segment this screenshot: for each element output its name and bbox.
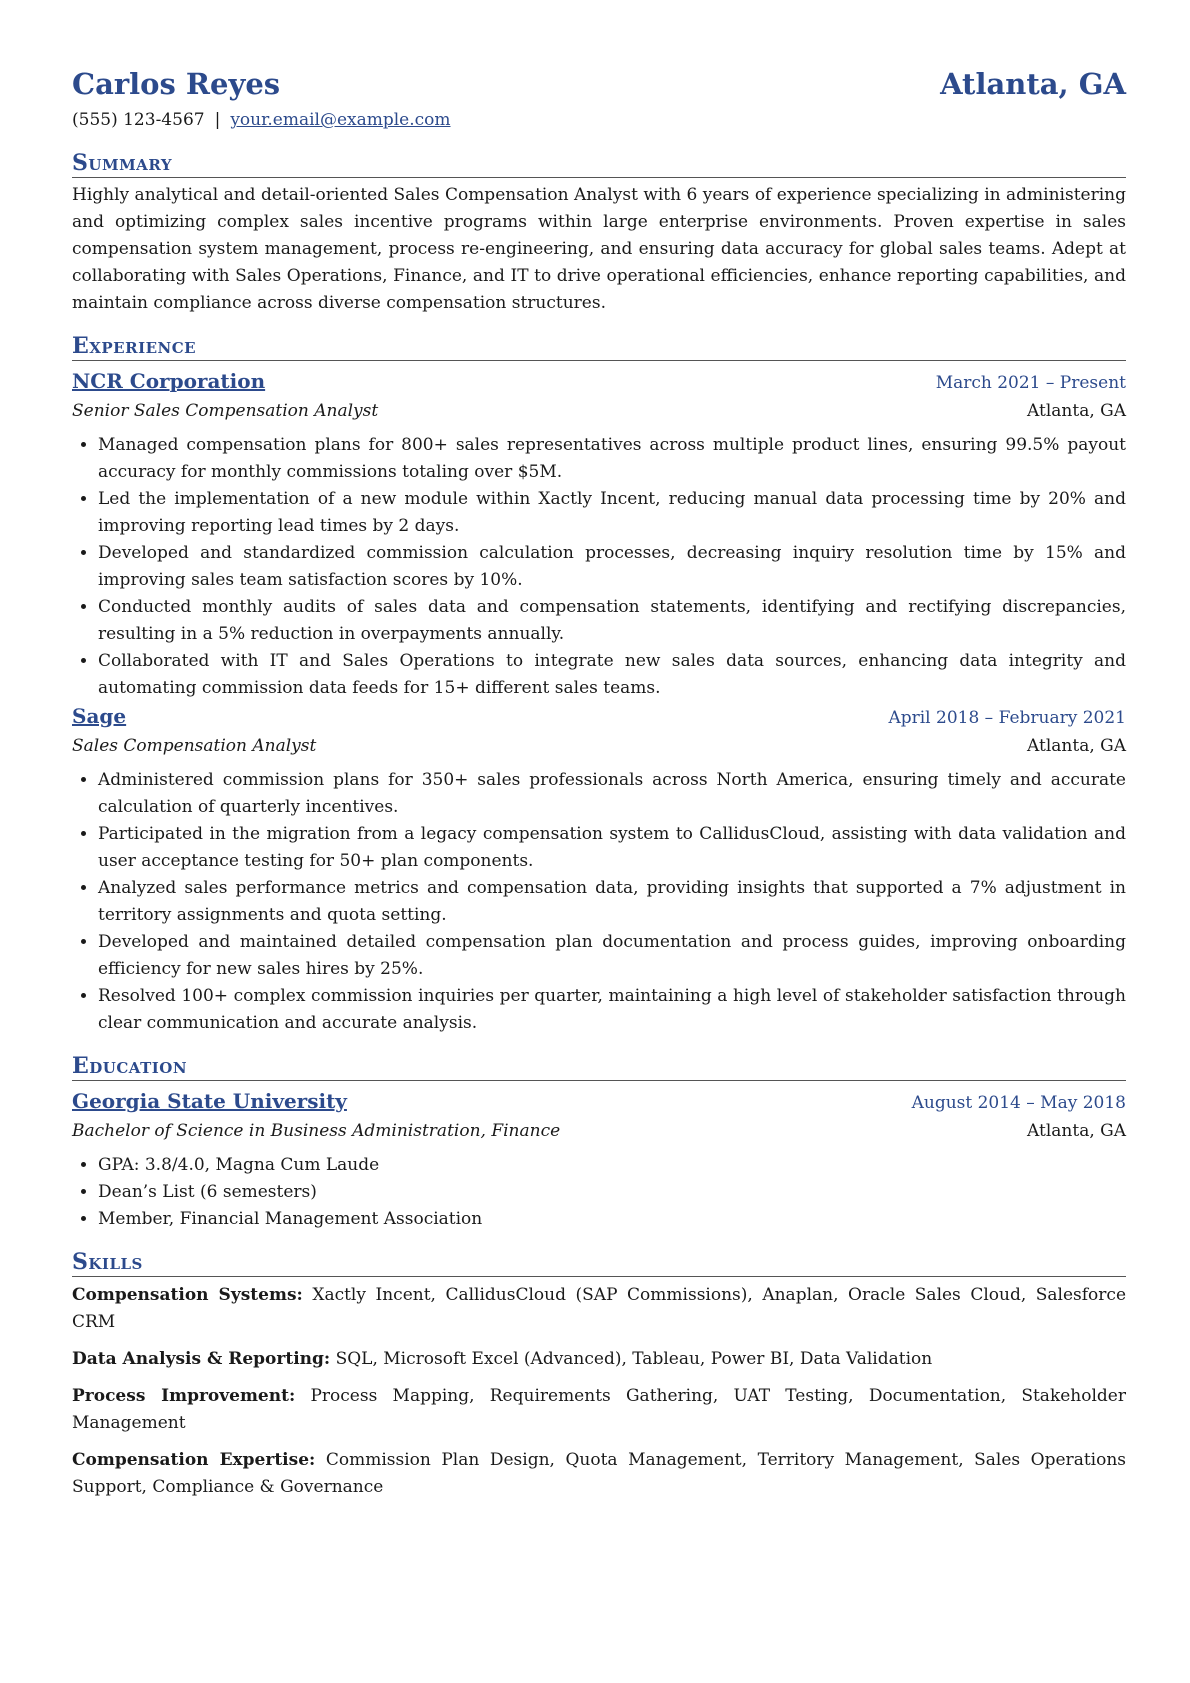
candidate-name: Carlos Reyes <box>72 67 281 101</box>
skill-line <box>72 1383 1126 1437</box>
degree: Bachelor of Science in Business Administration, Finance <box>72 1121 561 1141</box>
education-dates: August 2014 – May 2018 <box>911 1093 1126 1113</box>
bullet-item: • Developed and maintained detailed compensation plan documentation and process guides, improving onboarding efficiency for new sales hires by 25%. <box>98 929 1126 983</box>
job-title: Sales Compensation Analyst <box>72 736 317 756</box>
bullet-item: • Resolved 100+ complex commission inquiries per quarter, maintaining a high level of stakeholder satisfaction through clear communication and accurate analysis. <box>98 983 1126 1037</box>
skill-value: Process Mapping, Requirements Gathering, UAT Testing, Documentation, Stakeholder Management <box>72 1386 1126 1433</box>
contact-separator: | <box>214 110 221 130</box>
skill-line <box>72 1346 1126 1373</box>
skills-list <box>72 1282 1126 1501</box>
bullet-item: • Developed and standardized commission calculation processes, decreasing inquiry resolution time by 15% and improving sales team satisfaction scores by 10%. <box>98 540 1126 594</box>
bullet-item: • Led the implementation of a new module within Xactly Incent, reducing manual data processing time by 20% and improving reporting lead times by 2 days. <box>98 486 1126 540</box>
skills-heading: Skills <box>72 1249 1126 1277</box>
bullet-item: • Conducted monthly audits of sales data and compensation statements, identifying and rectifying discrepancies, resulting in a 5% reduction in overpayments annually. <box>98 594 1126 648</box>
summary-heading: Summary <box>72 150 1126 178</box>
bullet-item: • Dean’s List (6 semesters) <box>98 1179 1126 1206</box>
job-location: Atlanta, GA <box>1027 401 1126 421</box>
resume-header <box>72 64 1126 104</box>
skill-label: Process Improvement: <box>72 1386 296 1406</box>
skill-value: SQL, Microsoft Excel (Advanced), Tableau, Power BI, Data Validation <box>335 1349 933 1369</box>
bullet-item: • Managed compensation plans for 800+ sales representatives across multiple product lines, ensuring 99.5% payout accuracy for monthly commissions totaling over $5M. <box>98 432 1126 486</box>
bullet-item: • Administered commission plans for 350+ sales professionals across North America, ensuring timely and accurate calculation of quarterly incentives. <box>98 767 1126 821</box>
skill-label: Data Analysis & Reporting: <box>72 1349 331 1369</box>
job-dates: March 2021 – Present <box>935 373 1126 393</box>
skill-label: Compensation Systems: <box>72 1285 303 1305</box>
skill-value: Xactly Incent, CallidusCloud (SAP Commissions), Anaplan, Oracle Sales Cloud, Salesforce CRM <box>72 1285 1127 1332</box>
experience-heading: Experience <box>72 333 1126 361</box>
job-bullets <box>72 767 1126 1037</box>
skill-line <box>72 1282 1126 1336</box>
job-location: Atlanta, GA <box>1027 736 1126 756</box>
bullet-item: • Collaborated with IT and Sales Operations to integrate new sales data sources, enhancing data integrity and automating commission data feeds for 15+ different sales teams. <box>98 648 1126 702</box>
education-entry <box>72 1087 1126 1233</box>
education-bullets <box>72 1152 1126 1233</box>
school-link[interactable]: Georgia State University <box>72 1089 347 1113</box>
skill-label: Compensation Expertise: <box>72 1450 316 1470</box>
company-link[interactable]: NCR Corporation <box>72 369 266 393</box>
phone-number: (555) 123-4567 <box>72 110 205 130</box>
bullet-item: • Member, Financial Management Association <box>98 1206 1126 1233</box>
education-location: Atlanta, GA <box>1027 1121 1126 1141</box>
email-link[interactable]: your.email@example.com <box>230 110 451 130</box>
candidate-location: Atlanta, GA <box>940 67 1126 101</box>
bullet-item: • Participated in the migration from a legacy compensation system to CallidusCloud, assisting with data validation and user acceptance testing for 50+ plan components. <box>98 821 1126 875</box>
skill-value: Commission Plan Design, Quota Management, Territory Management, Sales Operations Support, Compliance & Governance <box>72 1450 1127 1497</box>
education-heading: Education <box>72 1053 1126 1081</box>
company-link[interactable]: Sage <box>72 704 127 728</box>
job-dates: April 2018 – February 2021 <box>888 708 1126 728</box>
job-entry <box>72 367 1126 702</box>
bullet-item: • GPA: 3.8/4.0, Magna Cum Laude <box>98 1152 1126 1179</box>
job-bullets <box>72 432 1126 702</box>
skill-line <box>72 1447 1126 1501</box>
bullet-item: • Analyzed sales performance metrics and compensation data, providing insights that supported a 7% adjustment in territory assignments and quota setting. <box>98 875 1126 929</box>
job-title: Senior Sales Compensation Analyst <box>72 401 379 421</box>
summary-text: Highly analytical and detail-oriented Sales Compensation Analyst with 6 years of experience specializing in administering and optimizing complex sales incentive programs within large enterprise environments. Proven expertise in sales compensation system management, process re-engineering, and ensuring data accuracy for global sales teams. Adept at collaborating with Sales Operations, Finance, and IT to drive operational efficiencies, enhance reporting capabilities, and maintain compliance across diverse compensation structures. <box>72 185 1126 313</box>
job-entry <box>72 702 1126 1037</box>
contact-line <box>72 106 1126 134</box>
